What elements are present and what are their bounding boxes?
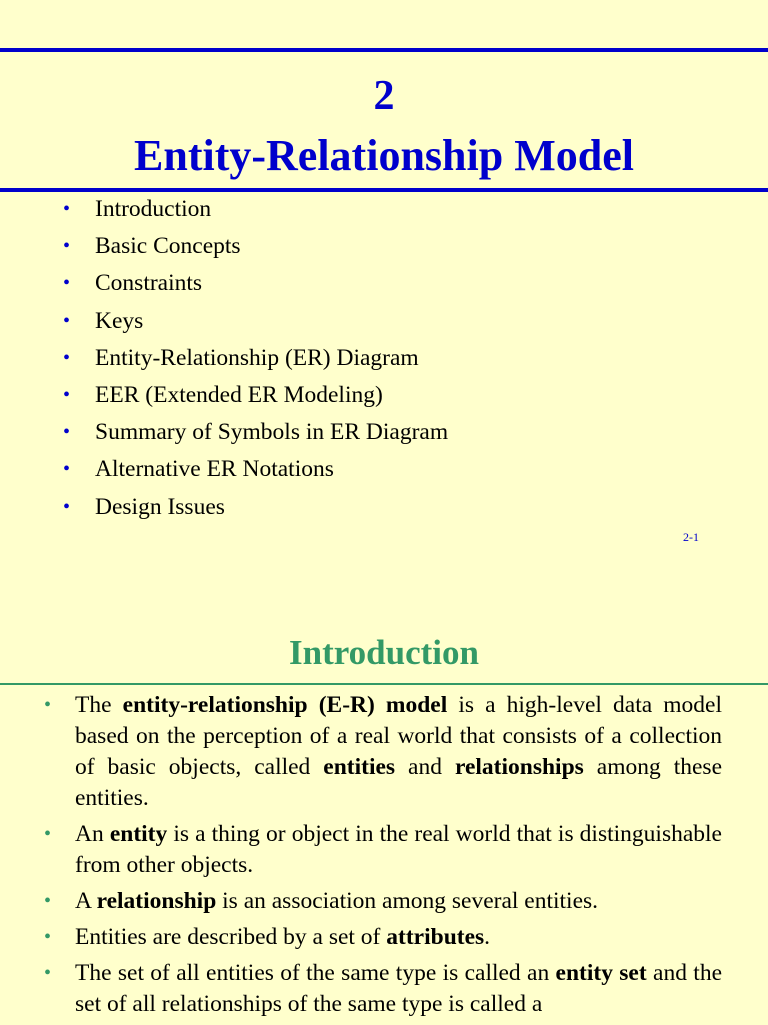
bullet-icon: • xyxy=(44,926,52,948)
list-item: • Alternative ER Notations xyxy=(0,453,448,490)
list-item: • Design Issues xyxy=(0,491,448,528)
bullet-icon: • xyxy=(63,383,71,406)
page-number: 2-1 xyxy=(683,530,699,544)
bullet-icon: • xyxy=(63,458,71,481)
chapter-title: Entity-Relationship Model xyxy=(134,131,634,180)
list-item: • Summary of Symbols in ER Diagram xyxy=(0,416,448,453)
bullet-icon: • xyxy=(63,309,71,332)
list-item: • A relationship is an association among several entities. xyxy=(0,886,722,917)
bullet-icon: • xyxy=(44,962,52,984)
bullet-icon: • xyxy=(44,823,52,845)
section-title: Introduction xyxy=(289,633,479,672)
bullet-icon: • xyxy=(63,235,71,258)
list-item: • Introduction xyxy=(0,193,448,230)
list-item: • An entity is a thing or object in the real world that is distinguishable from other objects. xyxy=(44,821,722,878)
list-item: • Keys xyxy=(0,305,448,342)
list-item: • Entity-Relationship (ER) Diagram xyxy=(0,342,448,379)
section-rule xyxy=(0,683,768,685)
bullet-icon: • xyxy=(63,272,71,295)
bullet-icon: • xyxy=(44,890,52,912)
list-item: • EER (Extended ER Modeling) xyxy=(0,379,448,416)
chapter-number: 2 xyxy=(373,73,395,119)
bullet-icon: • xyxy=(63,495,71,518)
list-item: • Basic Concepts xyxy=(0,230,448,267)
intro-bullets xyxy=(0,690,768,1025)
contents-list xyxy=(0,193,448,528)
top-rule xyxy=(0,48,768,52)
slide-introduction xyxy=(0,570,768,1024)
bullet-icon: • xyxy=(44,694,52,716)
bullet-icon: • xyxy=(63,421,71,444)
bullet-icon: • xyxy=(63,346,71,369)
list-item: • The entity-relationship (E-R) model is a high-level data model based on the perception of a real world that consists of a collection of basic objects, called entities and relationships among these entities. xyxy=(44,692,722,811)
list-item: • The set of all entities of the same type is called an entity set and the set of all relationships of the same type is called a xyxy=(44,960,723,1017)
bullet-icon: • xyxy=(63,198,71,220)
title-rule xyxy=(0,188,768,192)
list-item: • Constraints xyxy=(0,267,448,304)
list-item: • Entities are described by a set of attributes. xyxy=(0,922,722,953)
